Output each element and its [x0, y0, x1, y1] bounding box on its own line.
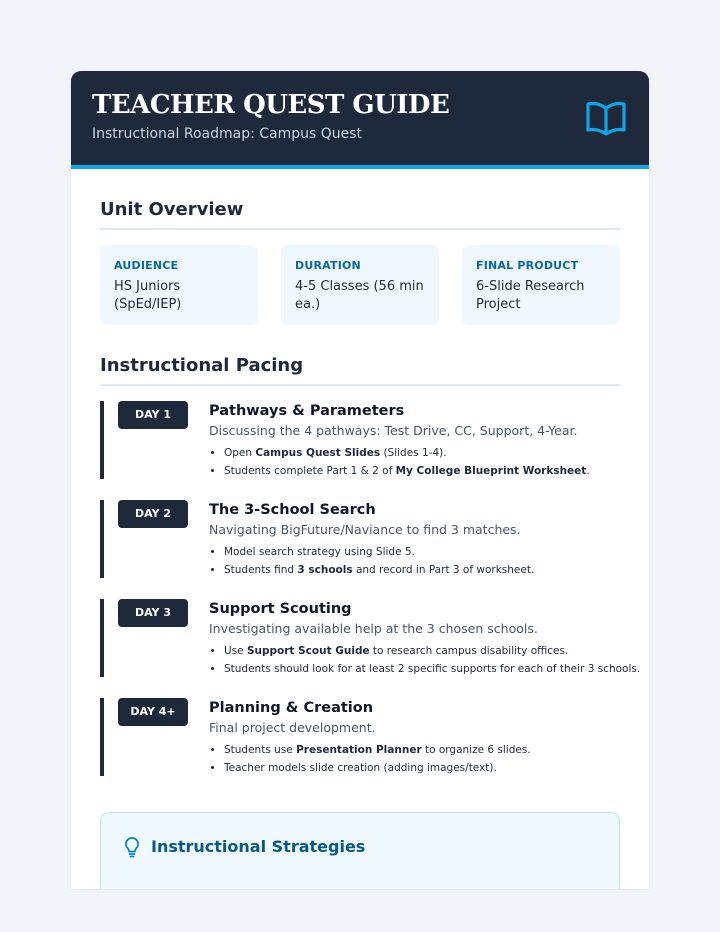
- day-subtitle: Investigating available help at the 3 chosen schools.: [209, 621, 538, 636]
- task-bullet: • Use Support Scout Guide to research campus disability offices.: [224, 642, 629, 660]
- overview-value: 6-Slide Research Project: [476, 279, 585, 312]
- day-title: Planning & Creation: [209, 700, 374, 716]
- overview-label: DURATION: [295, 259, 361, 272]
- day-task-list: [209, 642, 641, 678]
- task-bullet: • Open Campus Quest Slides (Slides 1-4).: [224, 444, 629, 462]
- overview-heading: Unit Overview: [100, 199, 620, 230]
- resource-name: My College Blueprint Worksheet: [395, 465, 587, 477]
- book-open-icon: [585, 99, 627, 139]
- task-bullet: • Teacher models slide creation (adding images/text).: [224, 759, 629, 777]
- day-title: Pathways & Parameters: [209, 403, 405, 419]
- task-bullet: • Model search strategy using Slide 5.: [224, 543, 629, 561]
- overview-label: FINAL PRODUCT: [476, 259, 579, 272]
- day-badge: DAY 3: [118, 599, 188, 627]
- day-entry: [100, 599, 641, 677]
- day-content: [209, 401, 629, 480]
- day-badge: DAY 1: [118, 401, 188, 429]
- guide-card: [71, 71, 649, 889]
- resource-name: Presentation Planner: [296, 744, 422, 756]
- lightbulb-icon: [123, 836, 141, 858]
- pacing-timeline: [100, 401, 641, 776]
- day-entry: [100, 401, 620, 479]
- resource-name: Campus Quest Slides: [255, 447, 381, 459]
- day-task-list: [209, 543, 629, 579]
- overview-grid: [100, 245, 620, 325]
- task-bullet: • Students find 3 schools and record in Part 3 of worksheet.: [224, 561, 629, 579]
- page-subtitle: Instructional Roadmap: Campus Quest: [92, 126, 363, 142]
- day-subtitle: Navigating BigFuture/Naviance to find 3 matches.: [209, 522, 521, 537]
- day-task-list: [209, 741, 629, 777]
- day-entry: [100, 500, 620, 578]
- overview-duration: [281, 245, 439, 325]
- task-bullet: • Students should look for at least 2 specific supports for each of their 3 schools.: [224, 660, 629, 678]
- day-badge: DAY 4+: [118, 698, 188, 726]
- overview-label: AUDIENCE: [114, 259, 179, 272]
- resource-name: 3 schools: [297, 564, 353, 576]
- day-content: [209, 698, 629, 777]
- strategies-panel: [100, 812, 620, 889]
- day-content: [209, 500, 629, 579]
- day-badge: DAY 2: [118, 500, 188, 528]
- page-title: TEACHER QUEST GUIDE: [92, 90, 450, 120]
- day-task-list: [209, 444, 629, 480]
- day-title: Support Scouting: [209, 601, 352, 617]
- day-subtitle: Final project development.: [209, 720, 376, 735]
- strategies-heading: Instructional Strategies: [151, 837, 366, 856]
- task-bullet: • Students use Presentation Planner to organize 6 slides.: [224, 741, 629, 759]
- day-subtitle: Discussing the 4 pathways: Test Drive, CC, Support, 4-Year.: [209, 423, 578, 438]
- pacing-heading: Instructional Pacing: [100, 355, 620, 386]
- day-title: The 3-School Search: [209, 502, 376, 518]
- guide-body: [100, 169, 641, 776]
- overview-final-product: [462, 245, 620, 325]
- day-content: [209, 599, 641, 678]
- overview-audience: [100, 245, 258, 325]
- task-bullet: • Students complete Part 1 & 2 of My College Blueprint Worksheet.: [224, 462, 629, 480]
- overview-value: 4-5 Classes (56 min ea.): [295, 279, 424, 312]
- resource-name: Support Scout Guide: [246, 645, 370, 657]
- guide-header: [71, 71, 649, 169]
- overview-value: HS Juniors (SpEd/IEP): [114, 279, 182, 312]
- day-entry: [100, 698, 620, 776]
